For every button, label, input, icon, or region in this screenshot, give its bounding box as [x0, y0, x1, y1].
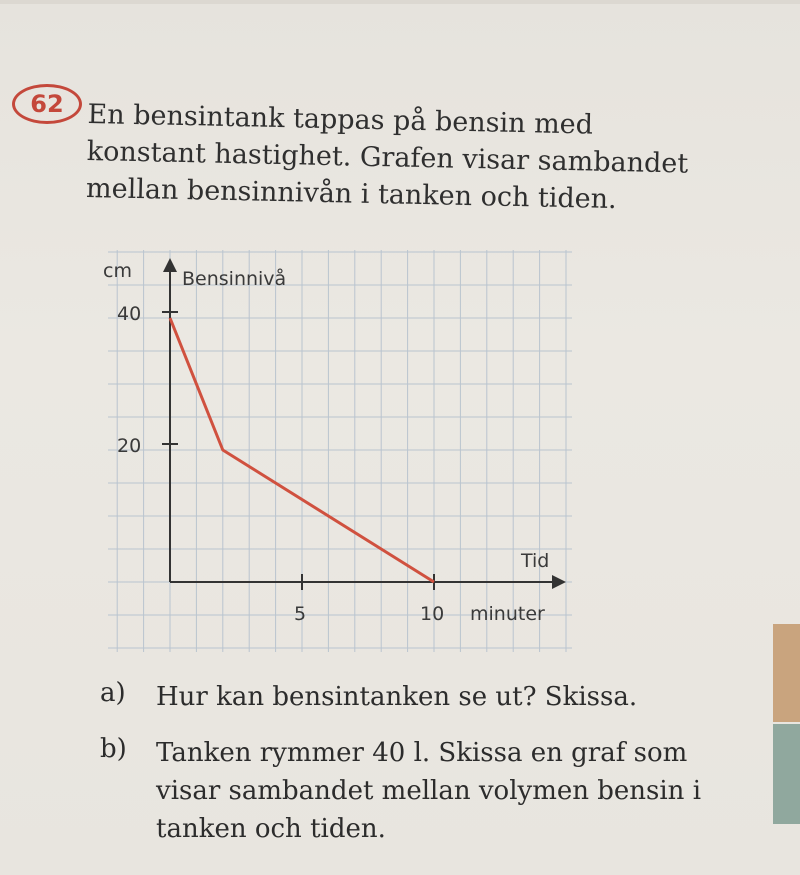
y-tick-label-40: 40 [117, 303, 142, 325]
problem-number: 62 [30, 90, 64, 118]
question-line: visar sambandet mellan volymen bensin i [156, 776, 702, 806]
question-line: Tanken rymmer 40 l. Skissa en graf som [156, 738, 688, 768]
x-axis-arrow [552, 575, 566, 589]
y-unit-label: cm [103, 260, 132, 282]
x-tick-label-5: 5 [294, 603, 307, 625]
x-tick-label-10: 10 [420, 603, 445, 625]
y-tick-label-20: 20 [117, 435, 142, 457]
question-body [156, 678, 756, 716]
question-body [156, 734, 756, 848]
graph-grid [108, 250, 572, 652]
question-letter: b) [100, 734, 127, 764]
x-axis-title: Tid [521, 550, 550, 572]
problem-line: konstant hastighet. Grafen visar sambandet [86, 135, 689, 180]
x-unit-label: minuter [470, 603, 545, 625]
question-line: tanken och tiden. [156, 814, 386, 844]
problem-line: mellan bensinnivån i tanken och tiden. [85, 172, 618, 216]
question-letter: a) [100, 678, 126, 708]
y-axis-title: Bensinnivå [182, 268, 287, 290]
y-axis-arrow [163, 258, 177, 272]
problem-line: En bensintank tappas på bensin med [87, 98, 594, 141]
question-line: Hur kan bensintanken se ut? Skissa. [156, 682, 638, 712]
